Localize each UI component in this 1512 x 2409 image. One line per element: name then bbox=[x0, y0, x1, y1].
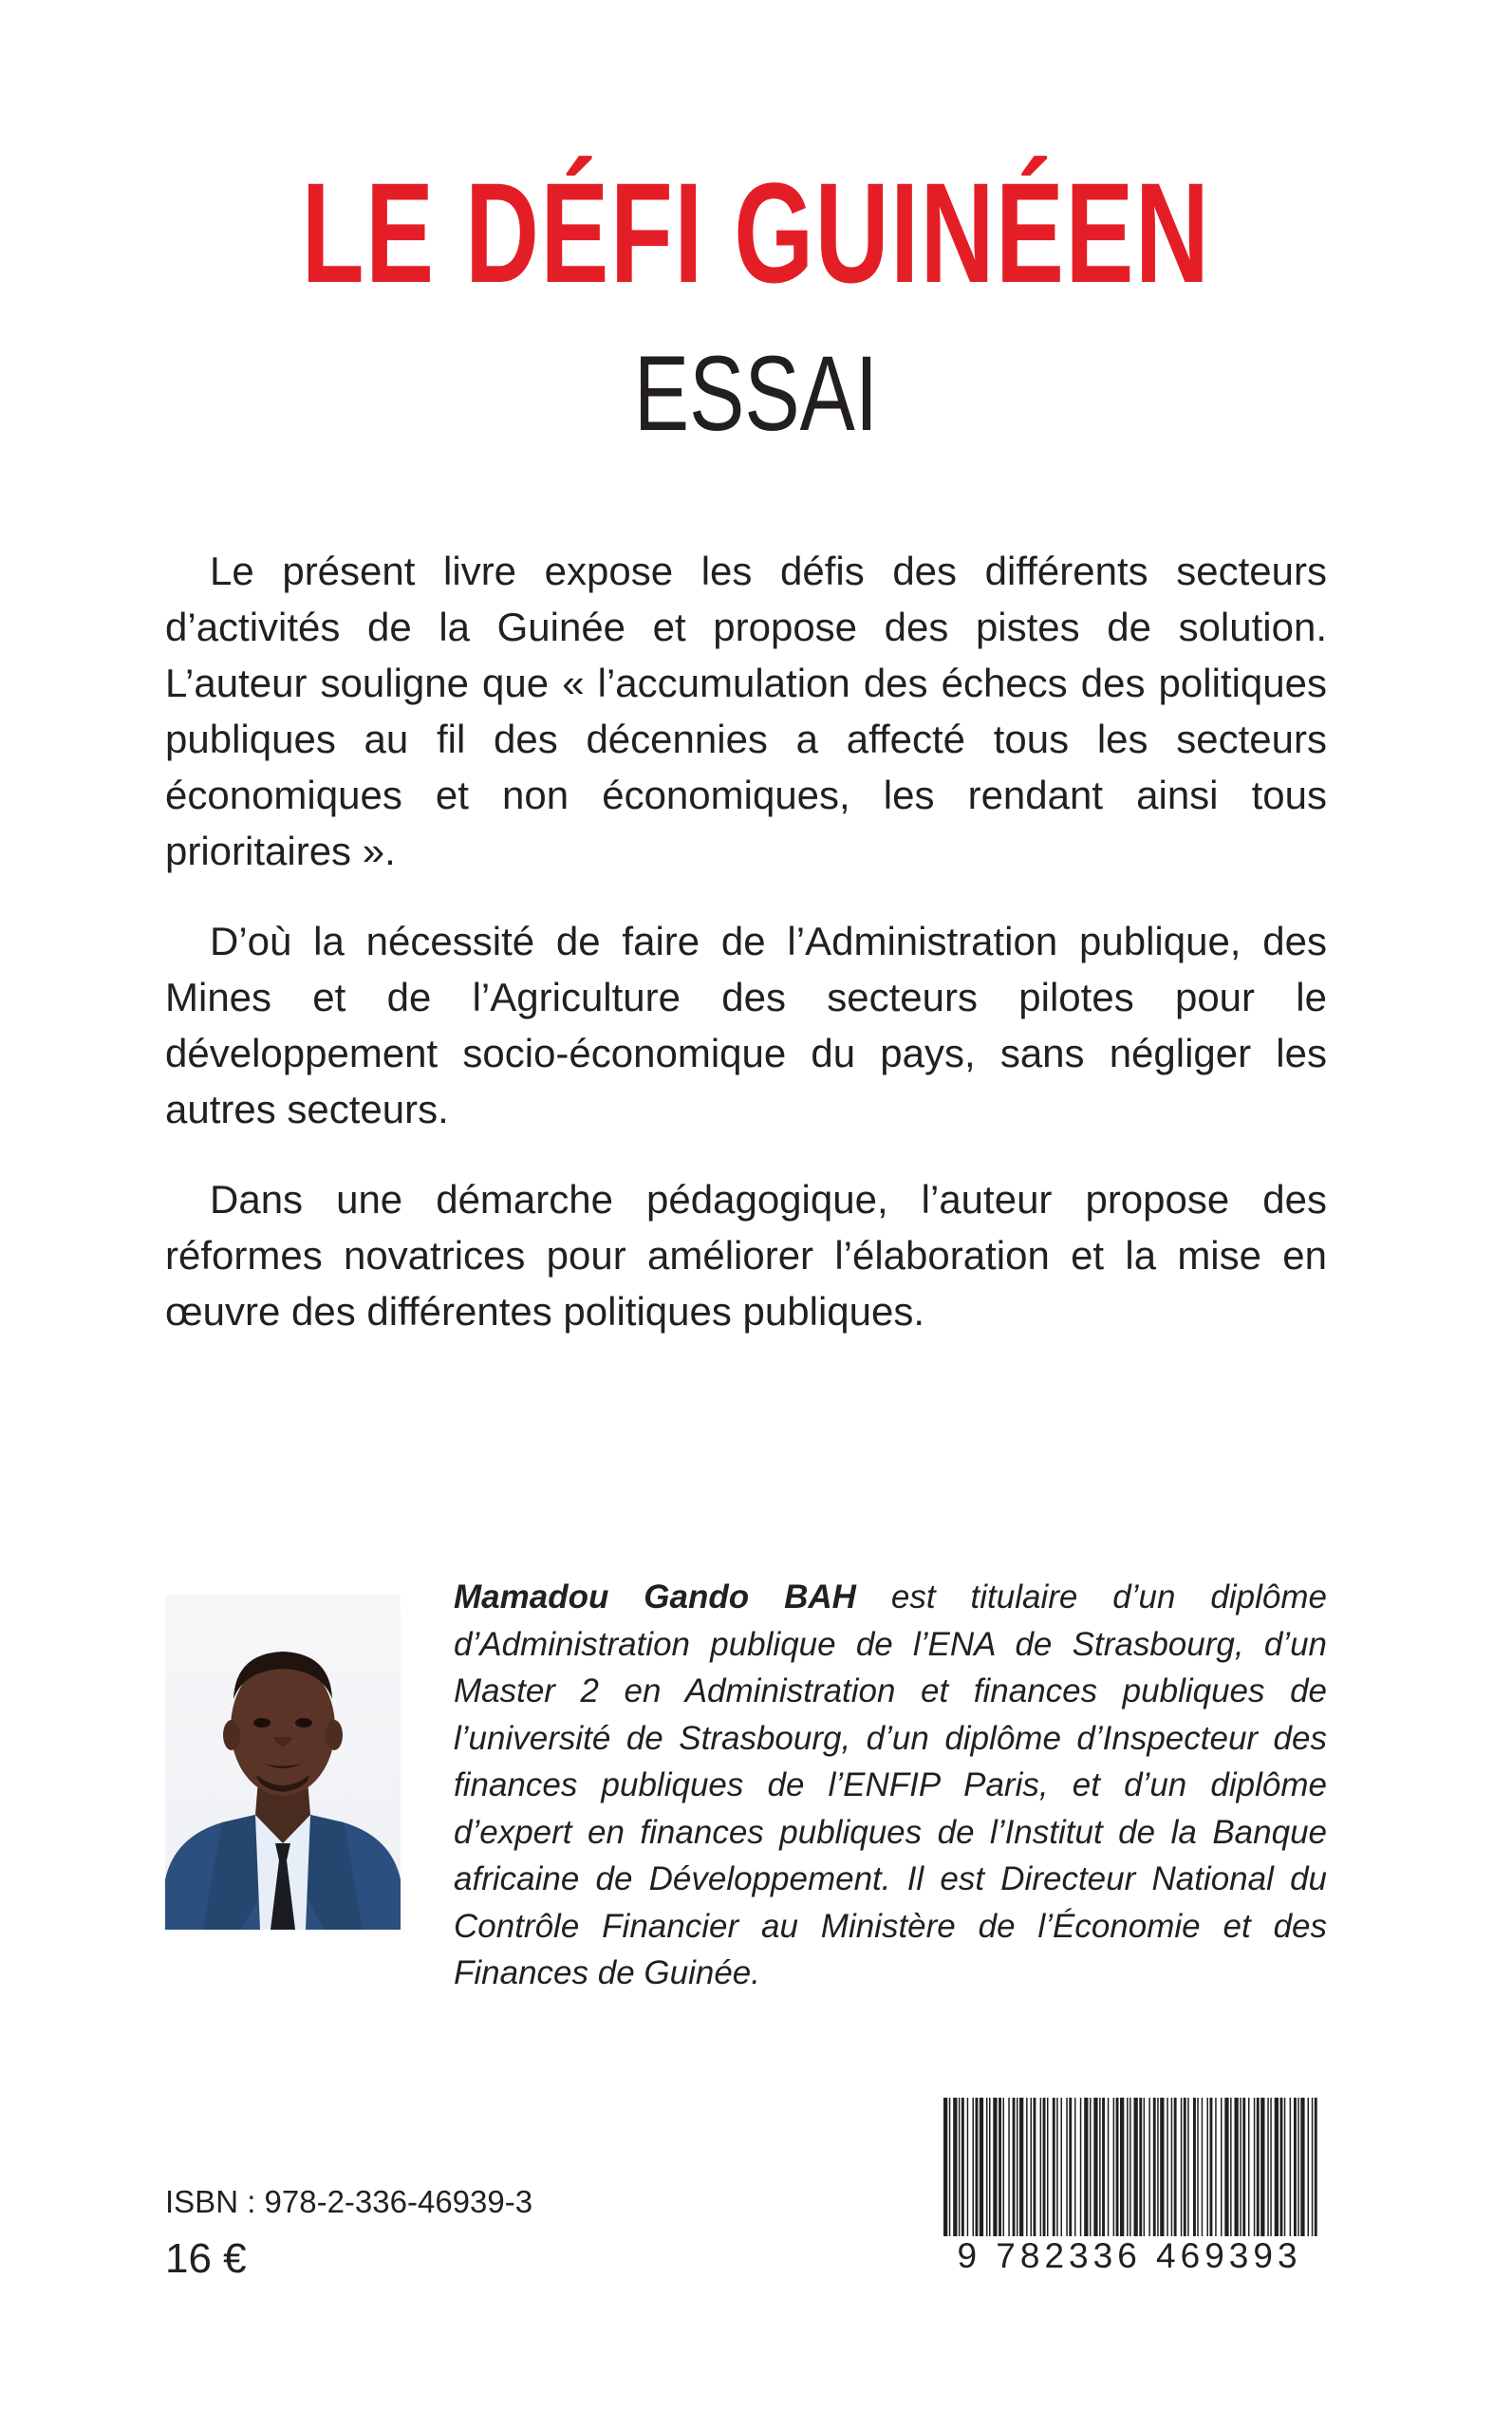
price: 16 € bbox=[165, 2235, 247, 2282]
book-title: LE DÉFI GUINÉEN bbox=[301, 153, 1211, 312]
author-photo bbox=[165, 1595, 401, 1930]
author-bio-text: est titulaire d’un diplôme d’Administration publique de l’ENA de Strasbourg, d’un Master 2 en Administration et finances publiques de l’université de Strasbourg, d’un diplôme d’Inspecteur des finances publiques de l’ENFIP Paris, et d’un diplôme d’expert en finances publiques de l’Institut de la Banque africaine de Développement. Il est Directeur National du Contrôle Financier au Ministère de l’Économie et des Finances de Guinée. bbox=[454, 1578, 1328, 1991]
author-portrait-image bbox=[165, 1595, 401, 1930]
author-name: Mamadou Gando BAH bbox=[454, 1578, 856, 1615]
summary-paragraph-2: D’où la nécessité de faire de l’Administration publique, des Mines et de l’Agriculture des secteurs pilotes pour le développement socio-économique du pays, sans négliger les autres secteurs. bbox=[165, 919, 1327, 1131]
isbn: ISBN : 978-2-336-46939-3 bbox=[165, 2184, 533, 2219]
summary-paragraph-3: Dans une démarche pédagogique, l’auteur propose des réformes novatrices pour améliorer l’élaboration et la mise en œuvre des différentes politiques publiques. bbox=[165, 1177, 1327, 1334]
author-bio bbox=[454, 1574, 1327, 1997]
book-genre: ESSAI bbox=[633, 334, 879, 453]
summary-text bbox=[165, 543, 1327, 1373]
barcode-number: 9 782336 469393 bbox=[936, 2236, 1323, 2276]
summary-paragraph-1: Le présent livre expose les défis des différents secteurs d’activités de la Guinée et propose des pistes de solution. L’auteur souligne que « l’accumulation des échecs des politiques publiques au fil des décennies a affecté tous les secteurs économiques et non économiques, les rendant ainsi tous prioritaires ». bbox=[165, 549, 1327, 873]
barcode bbox=[936, 2098, 1323, 2276]
